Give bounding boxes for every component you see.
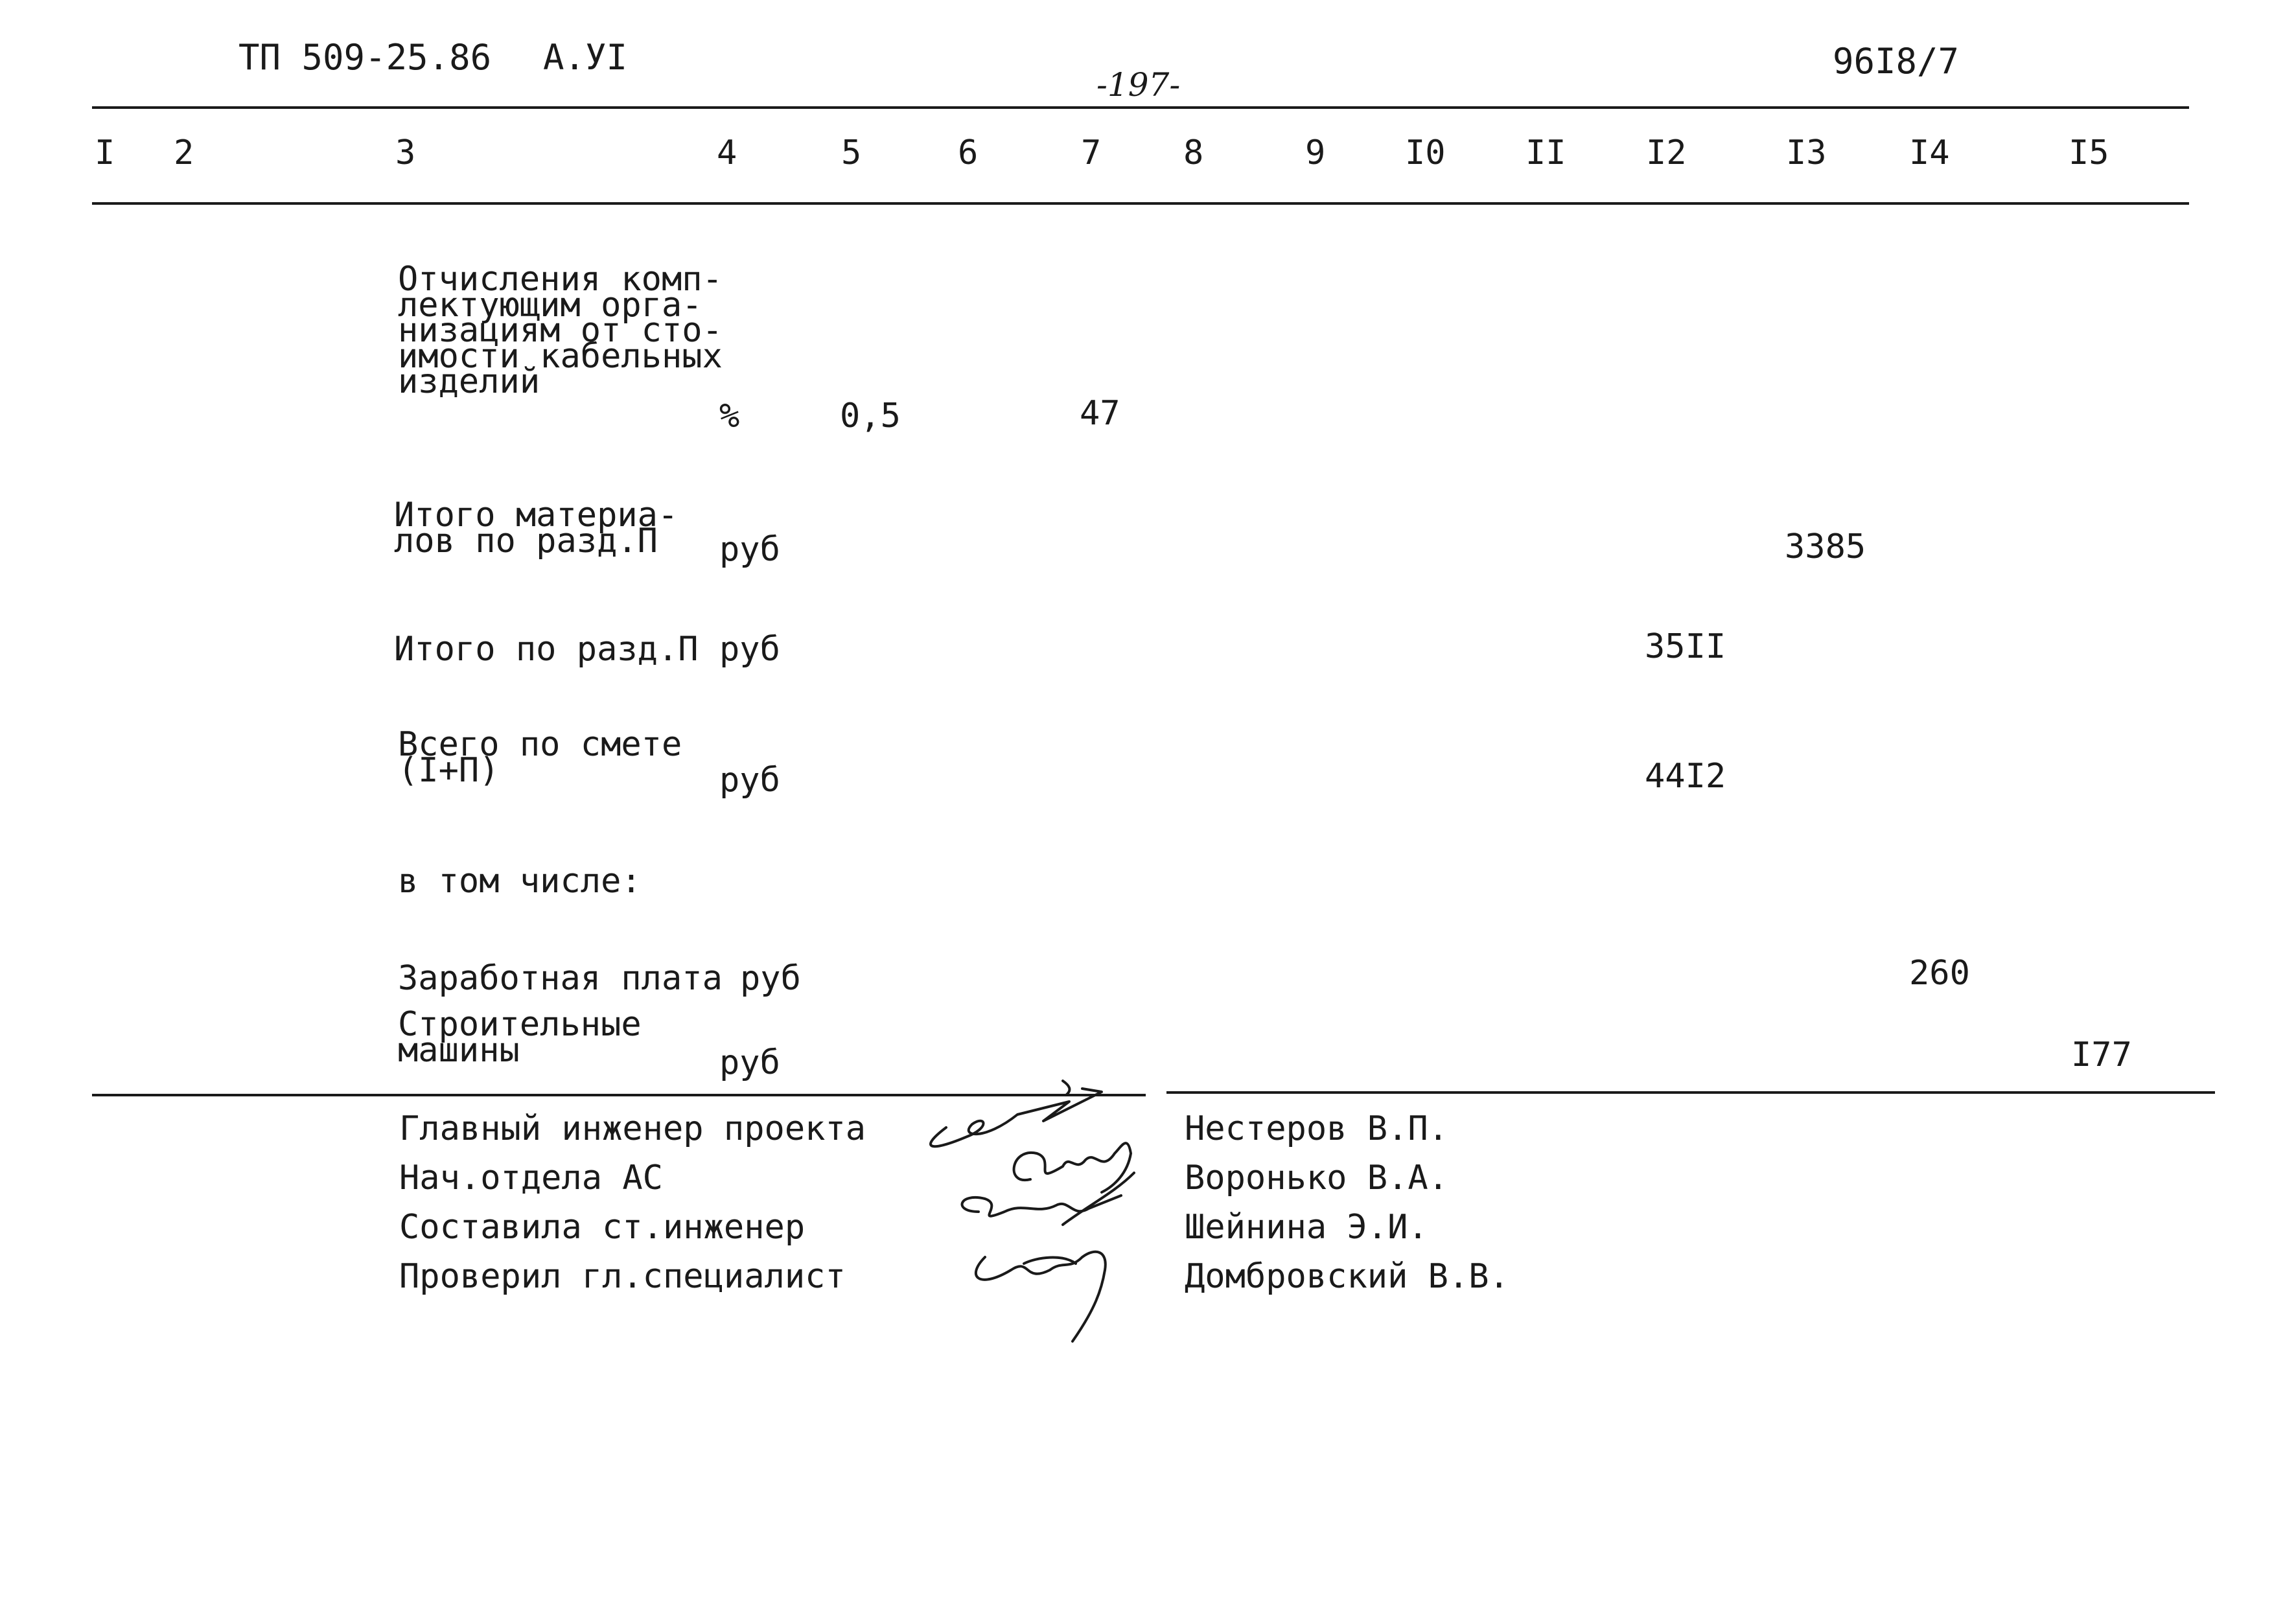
signature-role: Нач.отдела АС [399, 1159, 663, 1197]
row-value-col12: 44I2 [1645, 757, 1726, 796]
page-number: -197- [1096, 66, 1181, 104]
signature-role: Проверил гл.специалист [399, 1257, 846, 1296]
row-value-col15: I77 [2071, 1035, 2132, 1074]
handwritten-signature-marks [907, 1076, 1154, 1348]
column-number: 2 [174, 133, 194, 172]
column-number: I [95, 133, 115, 172]
column-number: 8 [1183, 133, 1204, 172]
row-name: Отчисления комп- лектующим орга- низациям от сто- имости кабельных изделий [398, 260, 723, 402]
row-name: в том числе: [398, 862, 642, 901]
row-name: Строительные машины [398, 1005, 642, 1070]
table-bottom-rule-right [1166, 1091, 2215, 1094]
row-unit: % [719, 397, 740, 435]
row-name: Всего по смете (I+П) [398, 725, 682, 790]
row-unit: руб [719, 630, 780, 669]
column-number: I0 [1405, 133, 1446, 172]
column-number: 6 [958, 133, 979, 172]
row-unit: руб [740, 959, 801, 998]
row-name: Итого материа- лов по разд.П [394, 496, 678, 561]
column-number: II [1525, 133, 1566, 172]
row-value-col12: 35II [1645, 627, 1726, 666]
row-value-col7: 47 [1080, 394, 1120, 433]
row-name: Заработная плата [398, 959, 723, 998]
row-name: Итого по разд.П [394, 630, 699, 669]
row-value-col5: 0,5 [840, 397, 901, 435]
header-top-rule [92, 106, 2189, 109]
sheet-identifier: 96I8/7 [1833, 41, 1960, 82]
signature-person: Нестеров В.П. [1185, 1109, 1448, 1148]
row-unit: руб [719, 1043, 780, 1082]
signature-role: Главный инженер проекта [399, 1109, 866, 1148]
row-value-col13: 3385 [1785, 527, 1866, 566]
column-number: I2 [1646, 133, 1687, 172]
signature-person: Воронько В.А. [1185, 1159, 1448, 1197]
column-number: 9 [1305, 133, 1326, 172]
document-code: ТП 509-25.86 [238, 37, 492, 78]
column-number: 4 [717, 133, 737, 172]
column-number: I4 [1909, 133, 1950, 172]
column-number: I5 [2069, 133, 2109, 172]
row-unit: руб [719, 761, 780, 800]
column-number: 7 [1081, 133, 1102, 172]
row-unit: руб [719, 530, 780, 569]
signature-person: Шейнина Э.И. [1185, 1208, 1428, 1247]
row-value-col14: 260 [1909, 954, 1970, 993]
column-number: I3 [1786, 133, 1827, 172]
column-number: 3 [395, 133, 416, 172]
column-number: 5 [841, 133, 862, 172]
signature-person: Домбровский В.В. [1185, 1257, 1509, 1296]
album-number: А.УI [543, 37, 628, 78]
header-bottom-rule [92, 202, 2189, 205]
signature-role: Составила ст.инженер [399, 1208, 806, 1247]
